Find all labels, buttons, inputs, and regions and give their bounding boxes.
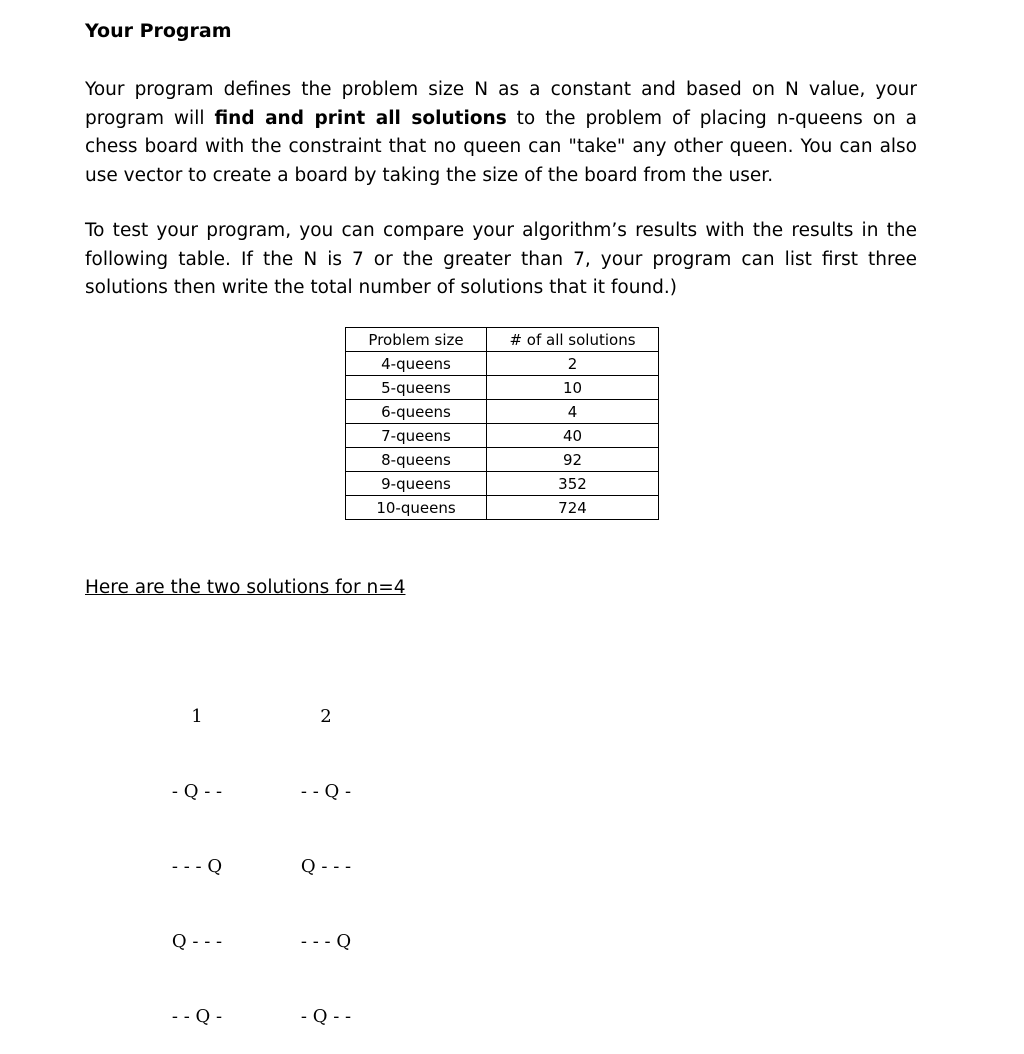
solution-board-1 xyxy=(162,654,232,1054)
table-row xyxy=(346,400,659,424)
table-header-row xyxy=(346,328,659,352)
solutions-table xyxy=(345,327,659,520)
board-row: - Q - - xyxy=(171,781,223,802)
board-row: - - Q - xyxy=(171,1006,223,1027)
solution-count-cell: 2 xyxy=(487,352,659,376)
solution-count-cell: 4 xyxy=(487,400,659,424)
solution-count-cell: 40 xyxy=(487,424,659,448)
board-row: Q - - - xyxy=(171,931,223,952)
solution-label: 2 xyxy=(320,706,332,727)
description-text-end: to the problem of placing n-queens on a chess board with the constraint that no queen can "take" any other queen. You can also use vector to create a board by taking the size of the board from the user. xyxy=(85,107,918,186)
problem-size-cell: 10-queens xyxy=(346,496,487,520)
column-header-problem-size: Problem size xyxy=(346,328,487,352)
problem-size-cell: 5-queens xyxy=(346,376,487,400)
board-row: - - - Q xyxy=(300,931,352,952)
board-row: - Q - - xyxy=(300,1006,352,1027)
solutions-heading: Here are the two solutions for n=4 xyxy=(85,577,406,598)
problem-size-cell: 7-queens xyxy=(346,424,487,448)
description-bold-text: find and print all solutions xyxy=(214,107,507,129)
solution-count-cell: 724 xyxy=(487,496,659,520)
table-row xyxy=(346,352,659,376)
problem-size-cell: 8-queens xyxy=(346,448,487,472)
section-heading: Your Program xyxy=(85,20,232,42)
table-row xyxy=(346,424,659,448)
description-paragraph xyxy=(85,76,917,190)
problem-size-cell: 9-queens xyxy=(346,472,487,496)
problem-size-cell: 6-queens xyxy=(346,400,487,424)
board-row: - - - Q xyxy=(171,856,223,877)
table-row xyxy=(346,448,659,472)
table-row xyxy=(346,472,659,496)
description-text-start: Your program defines the problem size N as a constant and based on N value, your program will xyxy=(85,79,917,129)
problem-size-cell: 4-queens xyxy=(346,352,487,376)
table-row xyxy=(346,496,659,520)
testing-paragraph: To test your program, you can compare your algorithm’s results with the results in the following table. If the N is 7 or the greater than 7, your program can list first three solutions then write the total number of solutions that it found.) xyxy=(85,220,917,298)
board-row: - - Q - xyxy=(300,781,352,802)
column-header-solution-count: # of all solutions xyxy=(487,328,659,352)
solution-count-cell: 92 xyxy=(487,448,659,472)
table-row xyxy=(346,376,659,400)
solution-count-cell: 10 xyxy=(487,376,659,400)
solution-count-cell: 352 xyxy=(487,472,659,496)
solution-label: 1 xyxy=(191,706,203,727)
board-row: Q - - - xyxy=(300,856,352,877)
solution-board-2 xyxy=(290,654,362,1054)
